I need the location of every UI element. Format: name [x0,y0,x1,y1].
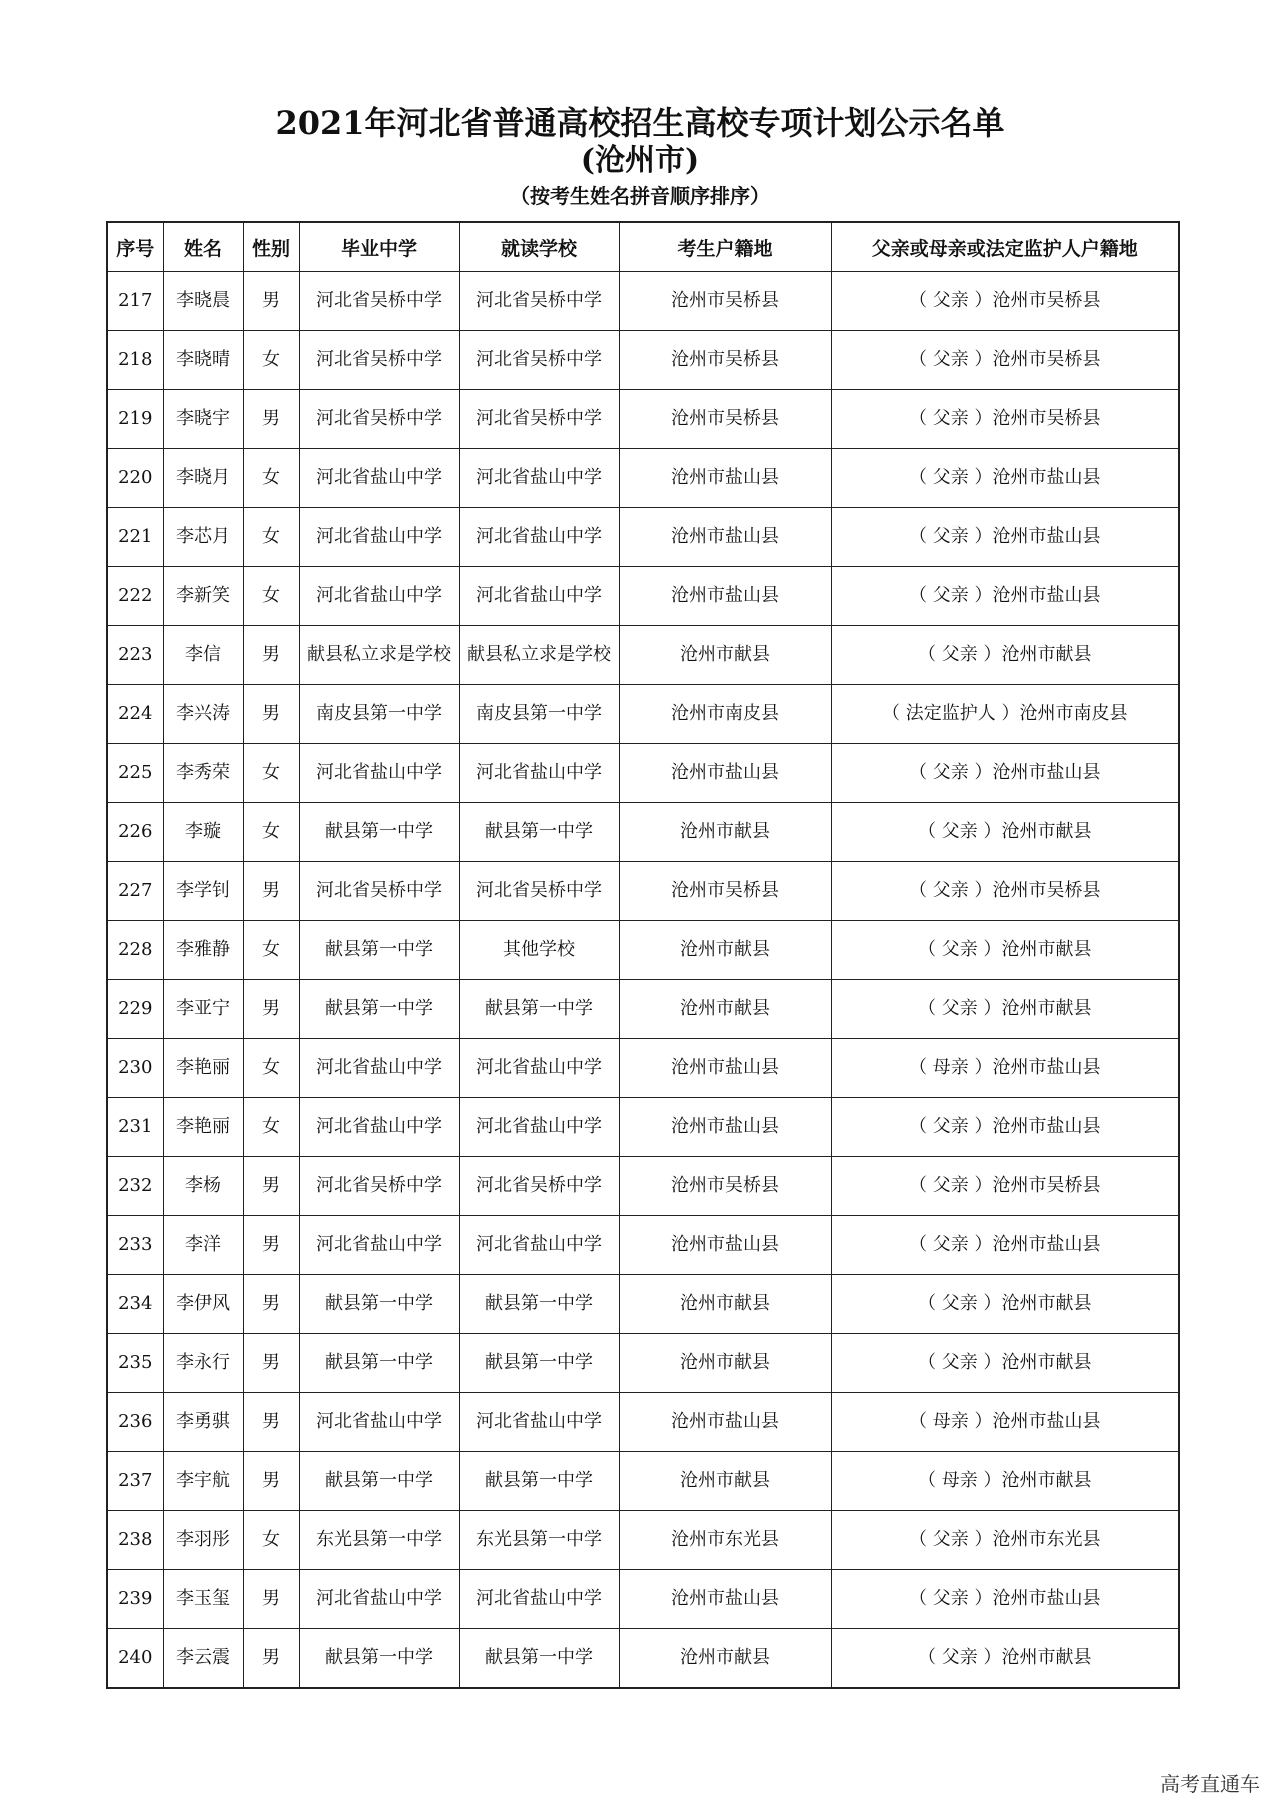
table-row [107,626,1179,685]
table-row [107,685,1179,744]
table-row [107,1511,1179,1570]
table-row [107,803,1179,862]
table-row [107,1570,1179,1629]
cell-graduating-school: 河北省盐山中学 [299,1393,459,1452]
cell-current-school: 河北省盐山中学 [459,1393,619,1452]
cell-gender: 男 [243,626,299,685]
cell-row-index: 217 [107,272,163,331]
table-row [107,567,1179,626]
cell-current-school: 献县第一中学 [459,1452,619,1511]
table-row [107,744,1179,803]
cell-gender: 男 [243,862,299,921]
cell-guardian-hukou: （ 父亲 ）沧州市盐山县 [831,508,1179,567]
col-header-student-hukou: 考生户籍地 [619,222,831,272]
table-row [107,449,1179,508]
cell-student-name: 李晓宇 [163,390,243,449]
sort-note: （按考生姓名拼音顺序排序） [510,184,770,208]
cell-graduating-school: 河北省盐山中学 [299,1570,459,1629]
cell-current-school: 河北省盐山中学 [459,449,619,508]
cell-current-school: 河北省盐山中学 [459,744,619,803]
cell-gender: 女 [243,921,299,980]
cell-student-hukou: 沧州市献县 [619,921,831,980]
cell-row-index: 224 [107,685,163,744]
cell-graduating-school: 献县第一中学 [299,803,459,862]
cell-student-hukou: 沧州市献县 [619,626,831,685]
col-header-gender: 性别 [243,222,299,272]
table-row [107,1334,1179,1393]
table-row [107,1157,1179,1216]
cell-graduating-school: 献县第一中学 [299,921,459,980]
cell-graduating-school: 献县第一中学 [299,1275,459,1334]
cell-graduating-school: 河北省吴桥中学 [299,1157,459,1216]
table-header-row [107,222,1179,272]
col-header-guardian-hukou: 父亲或母亲或法定监护人户籍地 [831,222,1179,272]
cell-gender: 女 [243,508,299,567]
cell-student-hukou: 沧州市献县 [619,803,831,862]
cell-student-hukou: 沧州市盐山县 [619,567,831,626]
cell-row-index: 220 [107,449,163,508]
cell-row-index: 223 [107,626,163,685]
cell-current-school: 河北省吴桥中学 [459,390,619,449]
cell-gender: 男 [243,1629,299,1689]
page-subtitle: (沧州市) [580,143,700,178]
cell-student-name: 李艳丽 [163,1039,243,1098]
cell-guardian-hukou: （ 父亲 ）沧州市盐山县 [831,744,1179,803]
table-row [107,508,1179,567]
cell-current-school: 其他学校 [459,921,619,980]
cell-guardian-hukou: （ 母亲 ）沧州市献县 [831,1452,1179,1511]
cell-student-name: 李雅静 [163,921,243,980]
cell-guardian-hukou: （ 父亲 ）沧州市献县 [831,1334,1179,1393]
cell-student-name: 李秀荣 [163,744,243,803]
cell-guardian-hukou: （ 父亲 ）沧州市献县 [831,921,1179,980]
col-header-graduating-school: 毕业中学 [299,222,459,272]
cell-row-index: 227 [107,862,163,921]
cell-guardian-hukou: （ 父亲 ）沧州市吴桥县 [831,272,1179,331]
cell-student-hukou: 沧州市吴桥县 [619,862,831,921]
cell-student-name: 李兴涛 [163,685,243,744]
cell-gender: 女 [243,331,299,390]
cell-student-name: 李杨 [163,1157,243,1216]
cell-graduating-school: 河北省吴桥中学 [299,862,459,921]
cell-current-school: 河北省吴桥中学 [459,331,619,390]
cell-student-name: 李永行 [163,1334,243,1393]
cell-graduating-school: 河北省盐山中学 [299,508,459,567]
cell-student-name: 李玉玺 [163,1570,243,1629]
cell-row-index: 219 [107,390,163,449]
page-title: 2021年河北省普通高校招生高校专项计划公示名单 [275,104,1005,142]
cell-row-index: 222 [107,567,163,626]
cell-current-school: 河北省盐山中学 [459,1098,619,1157]
cell-guardian-hukou: （ 父亲 ）沧州市盐山县 [831,449,1179,508]
cell-row-index: 238 [107,1511,163,1570]
cell-current-school: 献县第一中学 [459,1334,619,1393]
cell-row-index: 234 [107,1275,163,1334]
cell-row-index: 231 [107,1098,163,1157]
col-header-index: 序号 [107,222,163,272]
table-row [107,1216,1179,1275]
table-row [107,980,1179,1039]
table-row [107,390,1179,449]
cell-gender: 女 [243,449,299,508]
cell-student-name: 李新笑 [163,567,243,626]
cell-gender: 女 [243,803,299,862]
cell-guardian-hukou: （ 父亲 ）沧州市献县 [831,626,1179,685]
table-row [107,272,1179,331]
cell-student-name: 李羽彤 [163,1511,243,1570]
cell-student-name: 李艳丽 [163,1098,243,1157]
table-row [107,1275,1179,1334]
cell-graduating-school: 河北省盐山中学 [299,1216,459,1275]
cell-row-index: 240 [107,1629,163,1689]
cell-student-hukou: 沧州市盐山县 [619,1216,831,1275]
table-row [107,1629,1179,1689]
cell-row-index: 226 [107,803,163,862]
cell-gender: 男 [243,1216,299,1275]
cell-student-hukou: 沧州市吴桥县 [619,1157,831,1216]
cell-student-hukou: 沧州市南皮县 [619,685,831,744]
col-header-current-school: 就读学校 [459,222,619,272]
cell-row-index: 230 [107,1039,163,1098]
cell-guardian-hukou: （ 父亲 ）沧州市盐山县 [831,567,1179,626]
cell-student-hukou: 沧州市献县 [619,980,831,1039]
col-header-name: 姓名 [163,222,243,272]
cell-student-hukou: 沧州市盐山县 [619,1039,831,1098]
cell-student-hukou: 沧州市献县 [619,1334,831,1393]
cell-current-school: 献县第一中学 [459,980,619,1039]
cell-student-hukou: 沧州市献县 [619,1452,831,1511]
cell-student-hukou: 沧州市盐山县 [619,1393,831,1452]
cell-graduating-school: 献县第一中学 [299,1452,459,1511]
cell-student-name: 李晓晨 [163,272,243,331]
cell-student-name: 李学钊 [163,862,243,921]
cell-current-school: 献县私立求是学校 [459,626,619,685]
cell-student-hukou: 沧州市盐山县 [619,449,831,508]
cell-guardian-hukou: （ 父亲 ）沧州市吴桥县 [831,390,1179,449]
cell-row-index: 225 [107,744,163,803]
cell-student-hukou: 沧州市献县 [619,1275,831,1334]
cell-current-school: 河北省吴桥中学 [459,272,619,331]
cell-gender: 男 [243,1334,299,1393]
cell-row-index: 218 [107,331,163,390]
cell-current-school: 献县第一中学 [459,1629,619,1689]
cell-graduating-school: 东光县第一中学 [299,1511,459,1570]
cell-student-name: 李芯月 [163,508,243,567]
cell-current-school: 献县第一中学 [459,1275,619,1334]
cell-graduating-school: 河北省吴桥中学 [299,390,459,449]
cell-row-index: 221 [107,508,163,567]
cell-gender: 男 [243,272,299,331]
cell-gender: 女 [243,1039,299,1098]
cell-student-name: 李信 [163,626,243,685]
cell-student-name: 李晓晴 [163,331,243,390]
cell-current-school: 河北省吴桥中学 [459,1157,619,1216]
cell-graduating-school: 河北省盐山中学 [299,1039,459,1098]
cell-graduating-school: 献县第一中学 [299,980,459,1039]
cell-guardian-hukou: （ 父亲 ）沧州市盐山县 [831,1216,1179,1275]
cell-student-hukou: 沧州市吴桥县 [619,390,831,449]
cell-student-name: 李晓月 [163,449,243,508]
cell-row-index: 239 [107,1570,163,1629]
cell-guardian-hukou: （ 父亲 ）沧州市献县 [831,1275,1179,1334]
cell-student-name: 李勇骐 [163,1393,243,1452]
cell-student-name: 李洋 [163,1216,243,1275]
cell-gender: 女 [243,1098,299,1157]
cell-gender: 男 [243,1452,299,1511]
cell-current-school: 河北省吴桥中学 [459,862,619,921]
table-row [107,331,1179,390]
cell-student-name: 李亚宁 [163,980,243,1039]
cell-graduating-school: 河北省吴桥中学 [299,272,459,331]
cell-gender: 男 [243,1393,299,1452]
cell-guardian-hukou: （ 父亲 ）沧州市献县 [831,1629,1179,1689]
cell-graduating-school: 献县第一中学 [299,1334,459,1393]
cell-guardian-hukou: （ 父亲 ）沧州市东光县 [831,1511,1179,1570]
cell-student-hukou: 沧州市吴桥县 [619,331,831,390]
cell-gender: 男 [243,685,299,744]
cell-row-index: 232 [107,1157,163,1216]
cell-guardian-hukou: （ 父亲 ）沧州市盐山县 [831,1570,1179,1629]
cell-current-school: 河北省盐山中学 [459,567,619,626]
cell-current-school: 河北省盐山中学 [459,508,619,567]
cell-gender: 男 [243,1157,299,1216]
cell-guardian-hukou: （ 父亲 ）沧州市献县 [831,980,1179,1039]
cell-student-hukou: 沧州市盐山县 [619,744,831,803]
cell-student-hukou: 沧州市盐山县 [619,1570,831,1629]
roster-body [107,272,1179,1689]
table-row [107,921,1179,980]
cell-student-hukou: 沧州市盐山县 [619,1098,831,1157]
cell-current-school: 河北省盐山中学 [459,1039,619,1098]
cell-guardian-hukou: （ 父亲 ）沧州市吴桥县 [831,1157,1179,1216]
cell-student-hukou: 沧州市盐山县 [619,508,831,567]
cell-graduating-school: 河北省盐山中学 [299,567,459,626]
cell-graduating-school: 河北省盐山中学 [299,449,459,508]
cell-row-index: 236 [107,1393,163,1452]
cell-current-school: 献县第一中学 [459,803,619,862]
cell-gender: 女 [243,567,299,626]
cell-current-school: 东光县第一中学 [459,1511,619,1570]
cell-row-index: 228 [107,921,163,980]
cell-guardian-hukou: （ 父亲 ）沧州市吴桥县 [831,331,1179,390]
cell-guardian-hukou: （ 法定监护人 ）沧州市南皮县 [831,685,1179,744]
cell-gender: 男 [243,1275,299,1334]
cell-student-name: 李伊风 [163,1275,243,1334]
table-row [107,1452,1179,1511]
roster-table [106,221,1180,1689]
cell-graduating-school: 献县第一中学 [299,1629,459,1689]
cell-gender: 男 [243,1570,299,1629]
cell-row-index: 235 [107,1334,163,1393]
cell-current-school: 河北省盐山中学 [459,1216,619,1275]
cell-student-hukou: 沧州市献县 [619,1629,831,1689]
cell-gender: 男 [243,390,299,449]
cell-student-hukou: 沧州市东光县 [619,1511,831,1570]
cell-graduating-school: 河北省盐山中学 [299,744,459,803]
cell-guardian-hukou: （ 父亲 ）沧州市吴桥县 [831,862,1179,921]
cell-graduating-school: 河北省吴桥中学 [299,331,459,390]
cell-row-index: 229 [107,980,163,1039]
cell-graduating-school: 南皮县第一中学 [299,685,459,744]
watermark-text: 高考直通车 [1160,1772,1260,1796]
cell-current-school: 南皮县第一中学 [459,685,619,744]
cell-graduating-school: 河北省盐山中学 [299,1098,459,1157]
cell-gender: 女 [243,744,299,803]
table-row [107,1393,1179,1452]
cell-gender: 男 [243,980,299,1039]
cell-guardian-hukou: （ 母亲 ）沧州市盐山县 [831,1393,1179,1452]
cell-student-name: 李云震 [163,1629,243,1689]
cell-graduating-school: 献县私立求是学校 [299,626,459,685]
cell-row-index: 237 [107,1452,163,1511]
cell-student-name: 李宇航 [163,1452,243,1511]
cell-guardian-hukou: （ 父亲 ）沧州市献县 [831,803,1179,862]
cell-student-hukou: 沧州市吴桥县 [619,272,831,331]
cell-gender: 女 [243,1511,299,1570]
cell-student-name: 李璇 [163,803,243,862]
cell-row-index: 233 [107,1216,163,1275]
cell-guardian-hukou: （ 母亲 ）沧州市盐山县 [831,1039,1179,1098]
table-row [107,1039,1179,1098]
cell-guardian-hukou: （ 父亲 ）沧州市盐山县 [831,1098,1179,1157]
cell-current-school: 河北省盐山中学 [459,1570,619,1629]
table-row [107,862,1179,921]
table-row [107,1098,1179,1157]
